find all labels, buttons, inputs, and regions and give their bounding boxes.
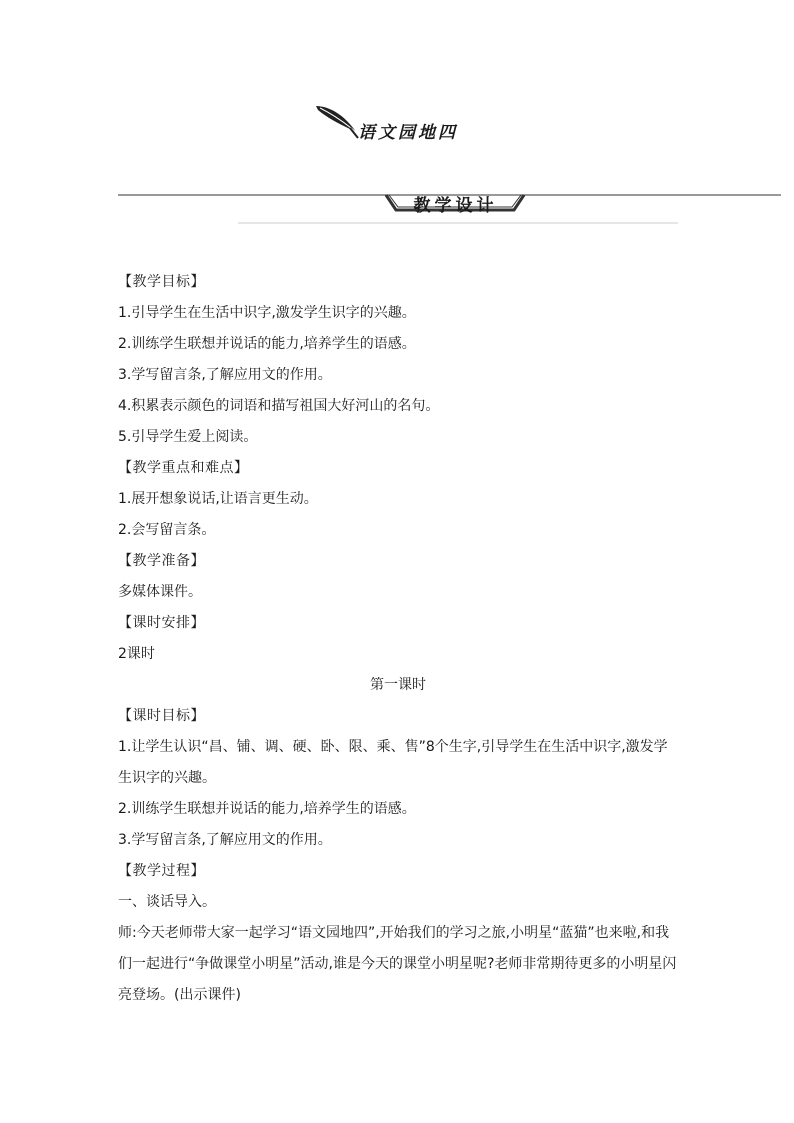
- teaching-goal-3: 3.学写留言条,了解应用文的作用。: [118, 367, 332, 383]
- lesson-goal-2: 2.训练学生联想并说话的能力,培养学生的语感。: [118, 801, 416, 817]
- preparation-text: 多媒体课件。: [118, 584, 202, 600]
- process-heading: 【教学过程】: [118, 863, 205, 879]
- key-point-1: 1.展开想象说话,让语言更生动。: [118, 491, 318, 507]
- section-banner: [118, 186, 781, 230]
- document-title: [314, 100, 494, 144]
- teaching-goal-2: 2.训练学生联想并说话的能力,培养学生的语感。: [118, 336, 416, 352]
- teaching-goal-4: 4.积累表示颜色的词语和描写祖国大好河山的名句。: [118, 398, 440, 414]
- lesson-title: 第一课时: [370, 677, 426, 693]
- lesson-goals-heading: 【课时目标】: [118, 708, 205, 724]
- page-title: 语文园地四: [358, 123, 458, 143]
- schedule-heading: 【课时安排】: [118, 615, 205, 631]
- banner-title: 教学设计: [413, 196, 498, 216]
- teaching-goal-5: 5.引导学生爱上阅读。: [118, 429, 258, 445]
- process-paragraph: 师:今天老师带大家一起学习“语文园地四”,开始我们的学习之旅,小明星“蓝猫”也来啦,和我们一起进行“争做课堂小明星”活动,谁是今天的课堂小明星呢?老师非常期待更多的小明星闪亮登场。(出示课件): [118, 925, 677, 1003]
- key-point-2: 2.会写留言条。: [118, 522, 216, 538]
- teaching-goal-1: 1.引导学生在生活中识字,激发学生识字的兴趣。: [118, 305, 416, 321]
- process-step-1: 一、谈话导入。: [118, 894, 216, 910]
- lesson-plan-body: [118, 267, 678, 1011]
- teaching-goals-heading: 【教学目标】: [118, 274, 205, 290]
- preparation-heading: 【教学准备】: [118, 553, 205, 569]
- key-points-heading: 【教学重点和难点】: [118, 460, 249, 476]
- quill-icon: [314, 100, 360, 144]
- schedule-text: 2课时: [118, 646, 155, 662]
- lesson-goal-3: 3.学写留言条,了解应用文的作用。: [118, 832, 332, 848]
- lesson-goal-1: 1.让学生认识“昌、铺、调、硬、卧、限、乘、售”8个生字,引导学生在生活中识字,激发学生识字的兴趣。: [118, 739, 668, 786]
